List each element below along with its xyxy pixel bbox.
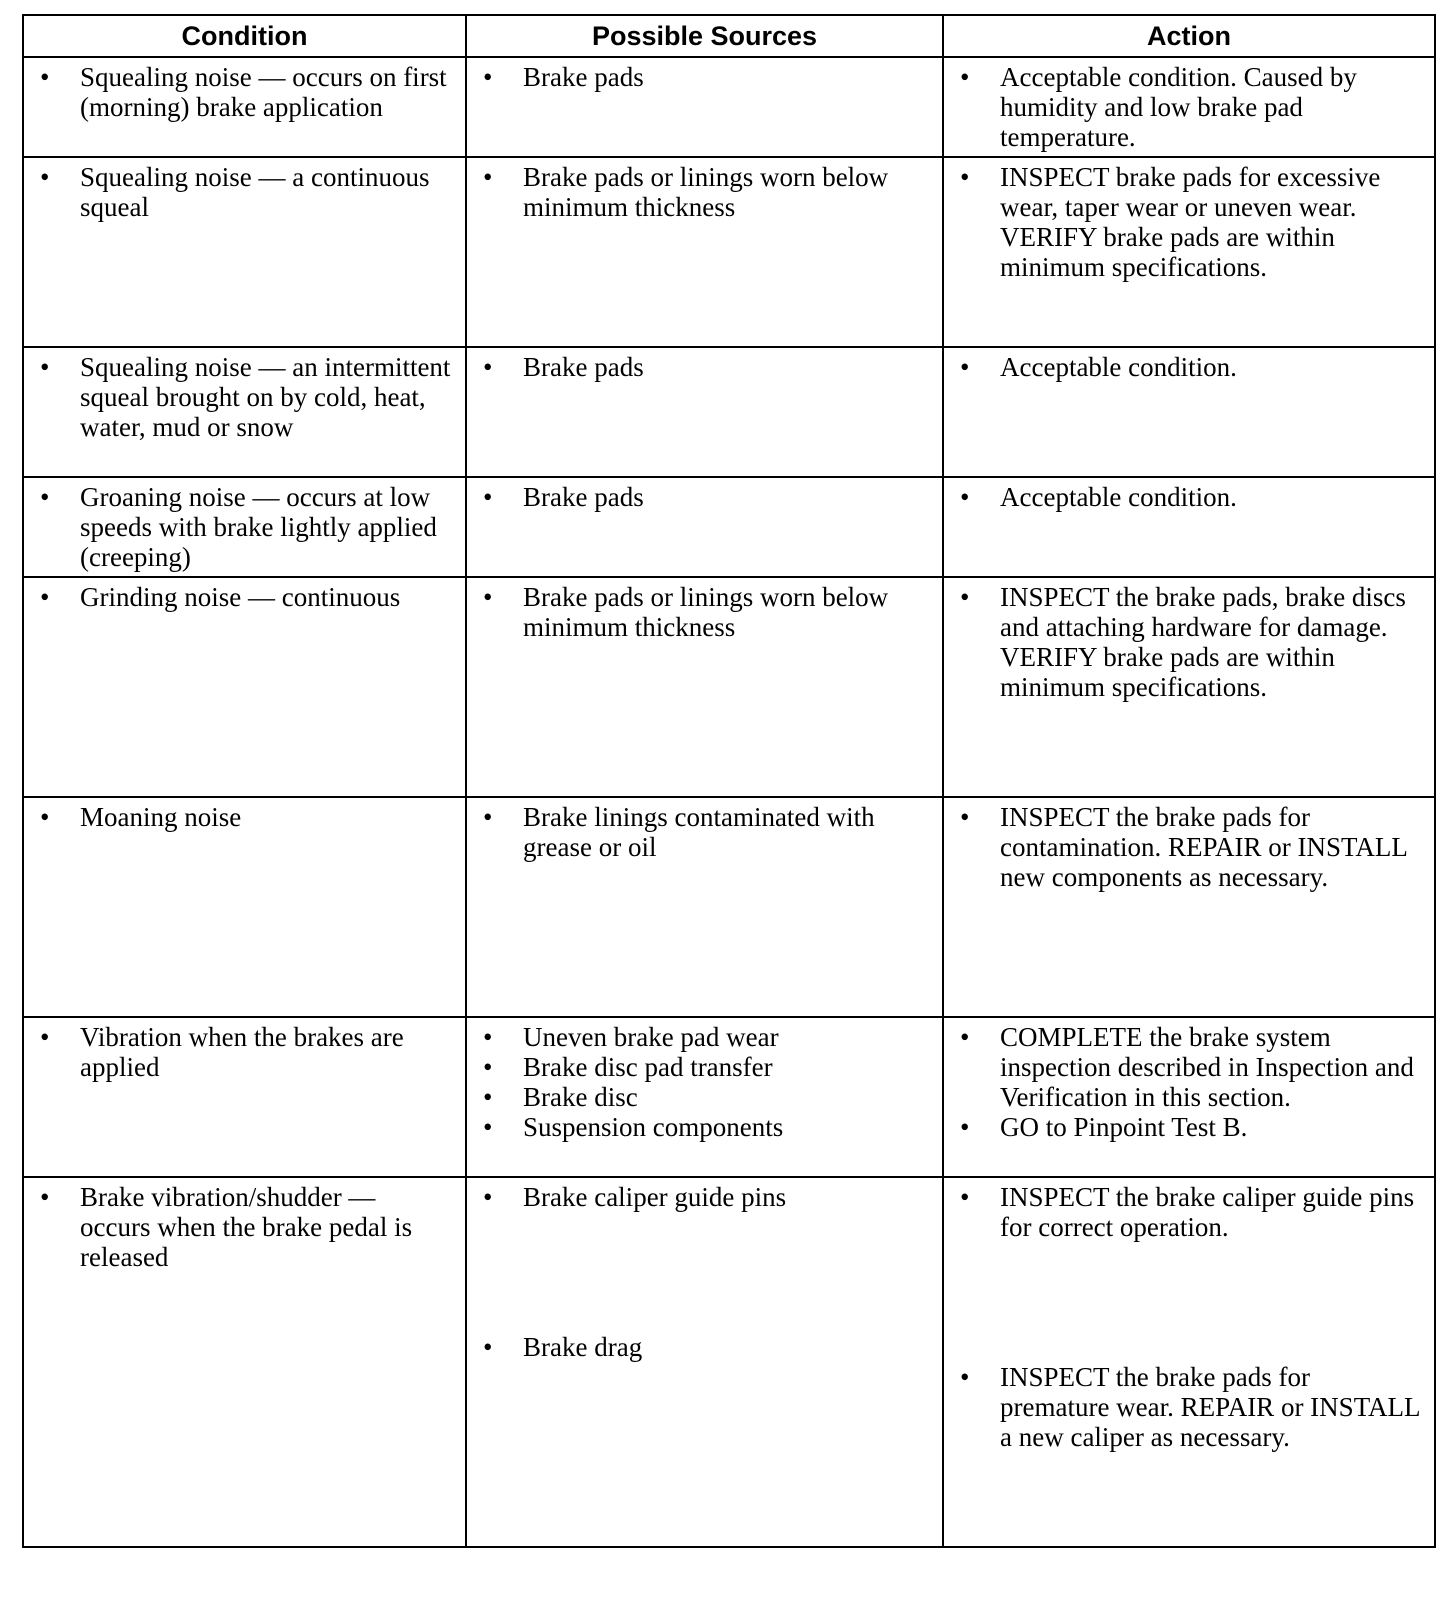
sources-cell bbox=[466, 797, 943, 1017]
sources-cell bbox=[466, 1177, 943, 1547]
action-cell bbox=[943, 1177, 1435, 1547]
header-row bbox=[23, 15, 1435, 57]
header-action: Action bbox=[943, 15, 1435, 57]
header-possible-sources: Possible Sources bbox=[466, 15, 943, 57]
sources-cell bbox=[466, 347, 943, 477]
sources-cell bbox=[466, 1017, 943, 1177]
condition-text: • Squealing noise — an intermittent squeal brought on by cold, heat, water, mud or snow bbox=[24, 352, 451, 442]
action-item: • INSPECT brake pads for excessive wear, taper wear or uneven wear. VERIFY brake pads are within minimum specifications. bbox=[944, 162, 1420, 282]
source-item: • Brake drag bbox=[467, 1332, 928, 1362]
sources-cell bbox=[466, 577, 943, 797]
action-item: • INSPECT the brake pads for premature wear. REPAIR or INSTALL a new caliper as necessary. bbox=[944, 1362, 1420, 1452]
source-item: • Brake pads bbox=[467, 482, 928, 512]
action-cell bbox=[943, 797, 1435, 1017]
table-row bbox=[23, 1017, 1435, 1177]
source-item: • Brake pads bbox=[467, 352, 928, 382]
sources-cell bbox=[466, 157, 943, 347]
table-row bbox=[23, 797, 1435, 1017]
source-item: • Uneven brake pad wear bbox=[467, 1022, 928, 1052]
table-row bbox=[23, 577, 1435, 797]
action-item: • COMPLETE the brake system inspection described in Inspection and Verification in this section. bbox=[944, 1022, 1420, 1112]
condition-text: • Squealing noise — occurs on first (morning) brake application bbox=[24, 62, 451, 122]
source-item: • Brake caliper guide pins bbox=[467, 1182, 928, 1212]
source-item: • Brake pads or linings worn below minimum thickness bbox=[467, 582, 928, 642]
table-row bbox=[23, 57, 1435, 157]
source-item: • Suspension components bbox=[467, 1112, 928, 1142]
action-cell bbox=[943, 1017, 1435, 1177]
source-item: • Brake disc pad transfer bbox=[467, 1052, 928, 1082]
action-item: • Acceptable condition. bbox=[944, 482, 1420, 512]
table-row bbox=[23, 347, 1435, 477]
action-item: • INSPECT the brake caliper guide pins for correct operation. bbox=[944, 1182, 1420, 1242]
condition-cell bbox=[23, 1177, 466, 1547]
condition-cell bbox=[23, 57, 466, 157]
table-row bbox=[23, 477, 1435, 577]
sources-cell bbox=[466, 57, 943, 157]
table-row bbox=[23, 1177, 1435, 1547]
action-cell bbox=[943, 347, 1435, 477]
condition-cell bbox=[23, 477, 466, 577]
condition-cell bbox=[23, 797, 466, 1017]
symptom-chart-table bbox=[22, 14, 1436, 1548]
condition-text: • Grinding noise — continuous bbox=[24, 582, 451, 612]
source-item: • Brake pads or linings worn below minimum thickness bbox=[467, 162, 928, 222]
action-cell bbox=[943, 477, 1435, 577]
condition-text: • Brake vibration/shudder — occurs when the brake pedal is released bbox=[24, 1182, 451, 1272]
condition-text: • Groaning noise — occurs at low speeds with brake lightly applied (creeping) bbox=[24, 482, 451, 572]
action-cell bbox=[943, 577, 1435, 797]
action-item: • INSPECT the brake pads, brake discs and attaching hardware for damage. VERIFY brake pads are within minimum specifications. bbox=[944, 582, 1420, 702]
condition-cell bbox=[23, 577, 466, 797]
table-row bbox=[23, 157, 1435, 347]
action-cell bbox=[943, 157, 1435, 347]
condition-text: • Vibration when the brakes are applied bbox=[24, 1022, 451, 1082]
condition-cell bbox=[23, 1017, 466, 1177]
source-item: • Brake linings contaminated with grease or oil bbox=[467, 802, 928, 862]
header-condition: Condition bbox=[23, 15, 466, 57]
action-item: • INSPECT the brake pads for contamination. REPAIR or INSTALL new components as necessary. bbox=[944, 802, 1420, 892]
action-item: • GO to Pinpoint Test B. bbox=[944, 1112, 1420, 1142]
sources-cell bbox=[466, 477, 943, 577]
condition-text: • Squealing noise — a continuous squeal bbox=[24, 162, 451, 222]
source-item: • Brake pads bbox=[467, 62, 928, 92]
condition-cell bbox=[23, 347, 466, 477]
action-item: • Acceptable condition. bbox=[944, 352, 1420, 382]
action-cell bbox=[943, 57, 1435, 157]
action-item: • Acceptable condition. Caused by humidity and low brake pad temperature. bbox=[944, 62, 1420, 152]
condition-text: • Moaning noise bbox=[24, 802, 451, 832]
condition-cell bbox=[23, 157, 466, 347]
source-item: • Brake disc bbox=[467, 1082, 928, 1112]
